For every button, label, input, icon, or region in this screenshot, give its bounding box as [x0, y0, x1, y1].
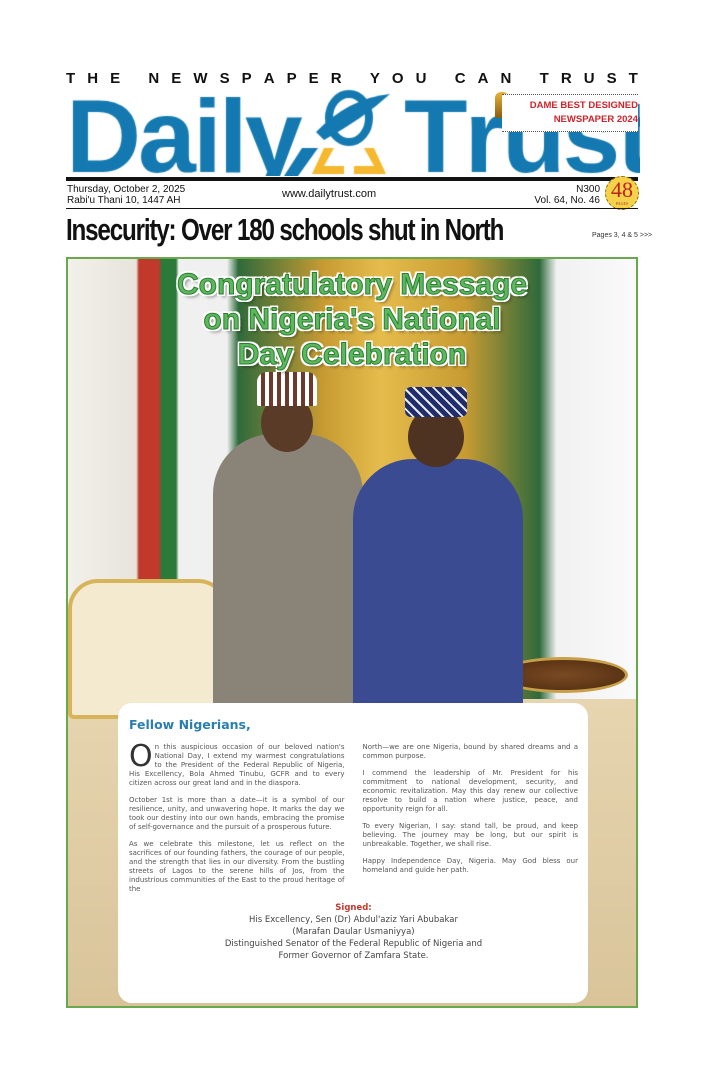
- paragraph: I commend the leadership of Mr. President for his commitment to national development, security, and economic revitalization. May this day renew our collective resolve to build a nation where justice, peace, and opportunity reign for all.: [362, 769, 578, 813]
- page-count-label: PAGES: [615, 201, 629, 206]
- tagline-char: H: [87, 70, 99, 87]
- tagline-char: T: [628, 70, 638, 87]
- tagline-char: N: [148, 70, 160, 87]
- tagline-char: P: [286, 70, 297, 87]
- award-line: NEWSPAPER 2024: [553, 114, 638, 125]
- drop-cap: O: [129, 739, 153, 774]
- photo-person-left: [213, 434, 363, 714]
- paragraph: Happy Independence Day, Nigeria. May God bless our homeland and guide her path.: [362, 857, 578, 874]
- lead-headline[interactable]: Insecurity: Over 180 schools shut in North: [66, 212, 504, 247]
- greeting: Fellow Nigerians,: [129, 717, 251, 732]
- page-count-badge: [605, 176, 639, 210]
- masthead-rule: [66, 177, 638, 181]
- congratulatory-advert: [66, 257, 638, 1008]
- signed-label: Signed:: [335, 903, 372, 913]
- website-link[interactable]: www.dailytrust.com: [282, 188, 377, 200]
- tagline-char: A: [477, 70, 489, 87]
- sofa-image: [68, 579, 228, 719]
- hijri-date: Rabi'u Thani 10, 1447 AH: [67, 195, 181, 206]
- tagline-char: S: [606, 70, 617, 87]
- paragraph: As we celebrate this milestone, let us reflect on the sacrifices of our founding fathers, the courage of our people, and the strength that lies in our diversity. From the bustling streets of Lagos to the serene hills of Jos, from the industrious communities of the East to the proud heritage of the: [129, 840, 345, 893]
- tagline-char: E: [308, 70, 319, 87]
- pages-reference: Pages 3, 4 & 5 >>>: [592, 232, 653, 239]
- advert-title-line: on Nigeria's National: [203, 303, 501, 336]
- tagline-char: S: [219, 70, 230, 87]
- message-column-2: [363, 743, 579, 902]
- award-line: DAME BEST DESIGNED: [529, 100, 638, 111]
- message-card: [118, 703, 588, 1003]
- tagline-char: E: [171, 70, 182, 87]
- masthead-tagline: [66, 70, 638, 87]
- price-volume: [534, 184, 600, 206]
- award-banner: [502, 94, 638, 132]
- signature-block: [129, 902, 578, 962]
- tagline-char: A: [263, 70, 275, 87]
- advert-title: [68, 267, 636, 372]
- tagline-char: E: [110, 70, 121, 87]
- paragraph: To every Nigerian, I say: stand tall, be proud, and keep believing. The journey may be long, but our spirit is unbreakable. Together, we shall rise.: [362, 822, 578, 848]
- tagline-char: N: [500, 70, 512, 87]
- tagline-char: U: [583, 70, 595, 87]
- signatory-line: (Marafan Daular Usmaniyya): [292, 927, 415, 937]
- photo-person-right: [353, 459, 523, 714]
- tagline-char: U: [415, 70, 427, 87]
- signatory-line: Former Governor of Zamfara State.: [278, 951, 429, 961]
- volume-number: Vol. 64, No. 46: [534, 195, 600, 206]
- price: N300: [576, 184, 600, 195]
- tagline-char: R: [330, 70, 342, 87]
- page-count: 48: [611, 177, 633, 202]
- paragraph: n this auspicious occasion of our beloved nation's National Day, I extend my warmest congratulations to the President of the Federal Republic of Nigeria, His Excellency, Bola Ahmed Tinubu, GCFR and to every citizen across our great land and in the diaspora.: [129, 743, 345, 787]
- tagline-char: T: [66, 70, 76, 87]
- paragraph: North—we are one Nigeria, bound by shared dreams and a common purpose.: [362, 743, 578, 760]
- message-column-1: [129, 739, 345, 902]
- signatory-line: Distinguished Senator of the Federal Republic of Nigeria and: [224, 939, 483, 949]
- dateline: [67, 184, 185, 206]
- signatory-line: His Excellency, Sen (Dr) Abdul'aziz Yari Abubakar: [249, 915, 458, 925]
- paragraph: October 1st is more than a date—it is a symbol of our resilience, unity, and unwavering hope. It marks the day we took our destiny into our own hands, embracing the promise of self-governance and the pursuit of a prosperous future.: [129, 796, 345, 831]
- tagline-char: P: [241, 70, 252, 87]
- issue-date: Thursday, October 2, 2025: [67, 184, 186, 195]
- tagline-char: Y: [369, 70, 380, 87]
- tagline-char: W: [193, 70, 208, 87]
- tagline-char: T: [539, 70, 549, 87]
- tagline-char: C: [454, 70, 466, 87]
- tagline-char: R: [560, 70, 572, 87]
- advert-title-line: Day Celebration: [237, 338, 467, 371]
- tagline-char: O: [391, 70, 404, 87]
- dateline-rule: [66, 208, 638, 209]
- advert-title-line: Congratulatory Message: [176, 268, 528, 301]
